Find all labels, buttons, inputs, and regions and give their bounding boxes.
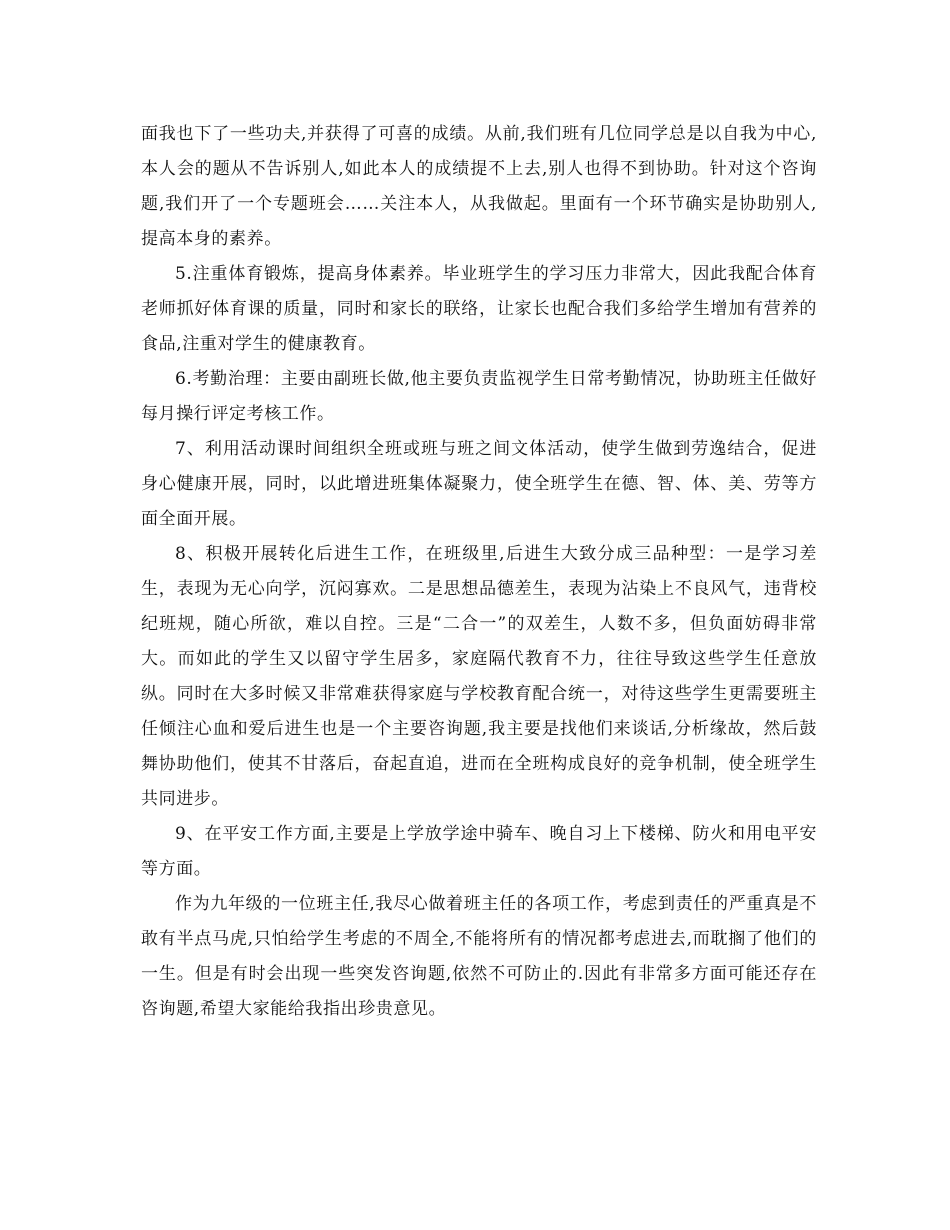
paragraph-item-9: 9、在平安工作方面,主要是上学放学途中骑车、晚自习上下楼梯、防火和用电平安等方面。 bbox=[141, 824, 817, 879]
paragraph-item-5: 5.注重体育锻炼，提高身体素养。毕业班学生的学习压力非常大，因此我配合体育老师抓好体育课的质量，同时和家长的联络，让家长也配合我们多给学生增加有营养的食品,注重对学生的健康教育。 bbox=[141, 264, 817, 354]
paragraph-item-7: 7、利用活动课时间组织全班或班与班之间文体活动，使学生做到劳逸结合，促进身心健康开展，同时，以此增进班集体凝聚力，使全班学生在德、智、体、美、劳等方面全面开展。 bbox=[141, 439, 817, 529]
paragraph-item-6: 6.考勤治理：主要由副班长做,他主要负责监视学生日常考勤情况，协助班主任做好每月操行评定考核工作。 bbox=[141, 369, 817, 424]
paragraph-intro-continuation: 面我也下了一些功夫,并获得了可喜的成绩。从前,我们班有几位同学总是以自我为中心,本人会的题从不告诉别人,如此本人的成绩提不上去,别人也得不到协助。针对这个咨询题,我们开了一个专题班会……关注本人，从我做起。里面有一个环节确实是协助别人,提高本身的素养。 bbox=[141, 124, 817, 249]
paragraph-conclusion: 作为九年级的一位班主任,我尽心做着班主任的各项工作，考虑到责任的严重真是不敢有半点马虎,只怕给学生考虑的不周全,不能将所有的情况都考虑进去,而耽搁了他们的一生。但是有时会出现一些突发咨询题,依然不可防止的.因此有非常多方面可能还存在咨询题,希望大家能给我指出珍贵意见。 bbox=[141, 894, 817, 1019]
document-body bbox=[141, 117, 817, 1027]
paragraph-item-8: 8、积极开展转化后进生工作，在班级里,后进生大致分成三品种型：一是学习差生，表现为无心向学，沉闷寡欢。二是思想品德差生，表现为沾染上不良风气，违背校纪班规，随心所欲，难以自控。三是“二合一”的双差生，人数不多，但负面妨碍非常大。而如此的学生又以留守学生居多，家庭隔代教育不力，往往导致这些学生任意放纵。同时在大多时候又非常难获得家庭与学校教育配合统一，对待这些学生更需要班主任倾注心血和爱后进生也是一个主要咨询题,我主要是找他们来谈话,分析缘故，然后鼓舞协助他们，使其不甘落后，奋起直追，进而在全班构成良好的竞争机制，使全班学生共同进步。 bbox=[141, 544, 817, 809]
